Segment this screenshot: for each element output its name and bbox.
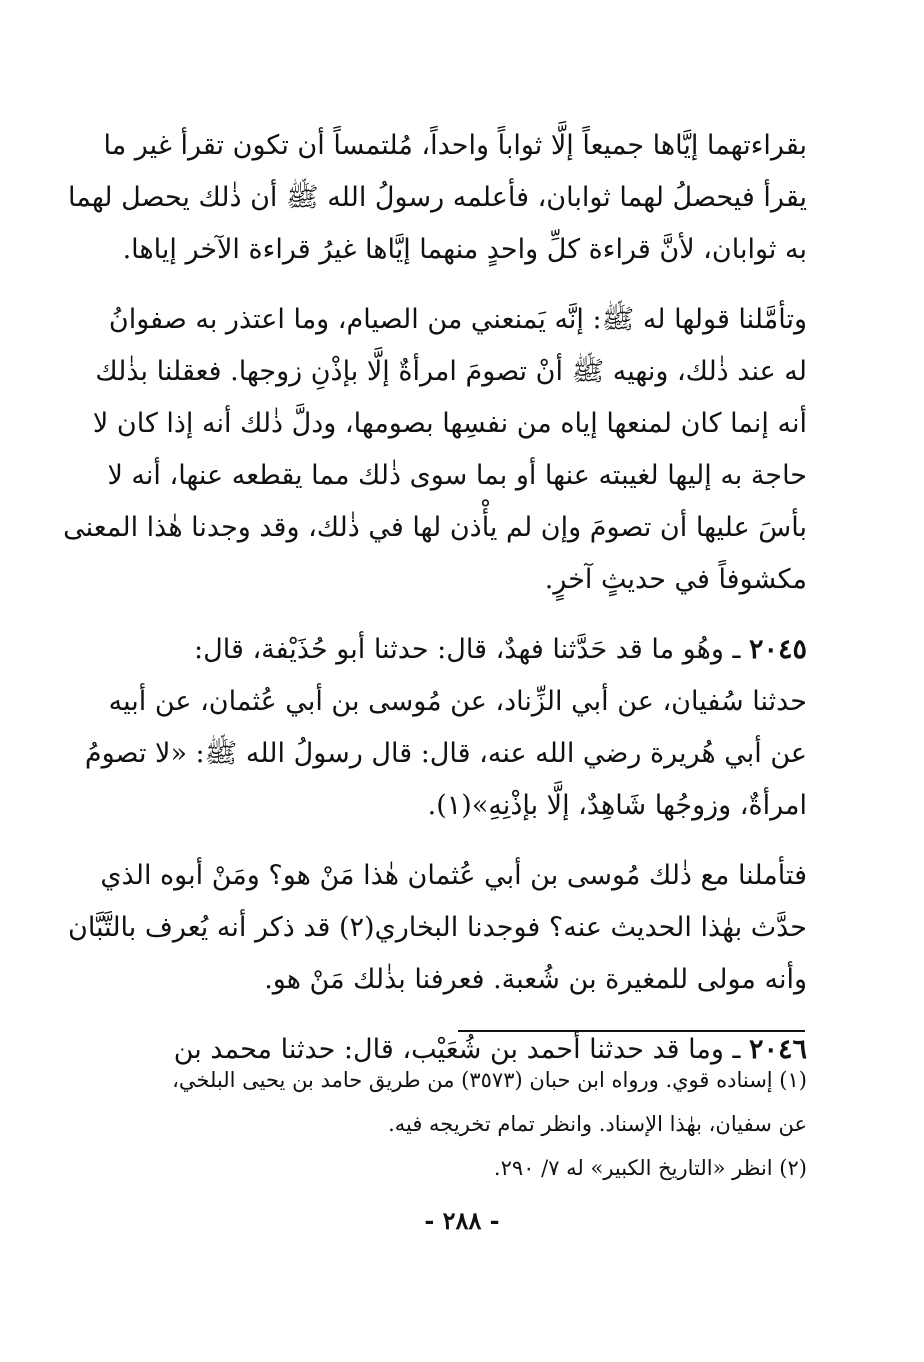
text-line: له عند ذٰلك، ونهيه ﷺ أنْ تصومَ امرأةٌ إلَّا بإذْنِ زوجها. فعقلنا بذٰلك (95, 356, 807, 387)
text-segment: ـ وهُو ما قد حَدَّثنا فهدٌ، قال: حدثنا أبو حُذَيْفة، قال: (194, 634, 741, 665)
footnotes (100, 1058, 807, 1190)
paragraph-2 (63, 294, 807, 606)
text-line: به ثوابان، لأنَّ قراءة كلِّ واحدٍ منهما إيَّاها غيرُ قراءة الآخر إياها. (122, 234, 807, 265)
text-line: مكشوفاً في حديثٍ آخرٍ. (544, 564, 807, 595)
paragraph-1 (68, 120, 807, 276)
hadith-number: ٢٠٤٥ (748, 634, 807, 665)
page-number: - ٢٨٨ - (424, 1206, 500, 1235)
text-line: عن أبي هُريرة رضي الله عنه، قال: قال رسولُ الله ﷺ: «لا تصومُ (84, 738, 807, 769)
text-line: وأنه مولى للمغيرة بن شُعبة. فعرفنا بذٰلك مَنْ هو. (264, 964, 807, 995)
paragraph-4 (67, 850, 807, 1006)
text-line: بقراءتهما إيَّاها جميعاً إلَّا ثواباً واحداً، مُلتمساً أن تكون تقرأ غير ما (103, 130, 807, 161)
text-line: حدثنا سُفيان، عن أبي الزِّناد، عن مُوسى بن أبي عُثمان، عن أبيه (108, 686, 807, 717)
text-line: وتأمَّلنا قولها له ﷺ: إنَّه يَمنعني من الصيام، وما اعتذر به صفوانُ (108, 304, 807, 335)
text-line: بأسَ عليها أن تصومَ وإن لم يأْذن لها في ذٰلك، وقد وجدنا هٰذا المعنى (63, 512, 807, 543)
text-line: حاجة به إليها لغيبته عنها أو بما سوى ذٰلك مما يقطعه عنها، أنه لا (107, 460, 807, 491)
footnote-line: عن سفيان، بهٰذا الإسناد. وانظر تمام تخريجه فيه. (388, 1112, 807, 1136)
text-line: يقرأ فيحصلُ لهما ثوابان، فأعلمه رسولُ الله ﷺ أن ذٰلك يحصل لهما (68, 182, 807, 213)
hadith-2045 (84, 624, 807, 832)
footnote-line: (٢) انظر «التاريخ الكبير» له ٧/ ٢٩٠. (493, 1156, 807, 1180)
footnote-divider (458, 1030, 805, 1032)
hadith-number: ٢٠٤٦ (748, 1034, 807, 1065)
text-segment: ـ وما قد حدثنا أحمد بن شُعَيْب، قال: حدثنا محمد بن (173, 1034, 741, 1065)
text-line (100, 624, 807, 676)
text-line: امرأةٌ، وزوجُها شَاهِدٌ، إلَّا بإذْنِهِ»(١). (427, 790, 807, 821)
page-body (63, 120, 807, 1094)
footnote-line: (١) إسناده قوي. ورواه ابن حبان (٣٥٧٣) من طريق حامد بن يحيى البلخي، (172, 1068, 807, 1092)
text-line: حدَّث بهٰذا الحديث عنه؟ فوجدنا البخاري(٢) قد ذكر أنه يُعرف بالتَّبَّان (67, 912, 807, 943)
text-line: فتأملنا مع ذٰلك مُوسى بن أبي عُثمان هٰذا مَنْ هو؟ ومَنْ أبوه الذي (100, 860, 807, 891)
text-line: أنه إنما كان لمنعها إياه من نفسِها بصومها، ودلَّ ذٰلك أنه إذا كان لا (92, 408, 807, 439)
